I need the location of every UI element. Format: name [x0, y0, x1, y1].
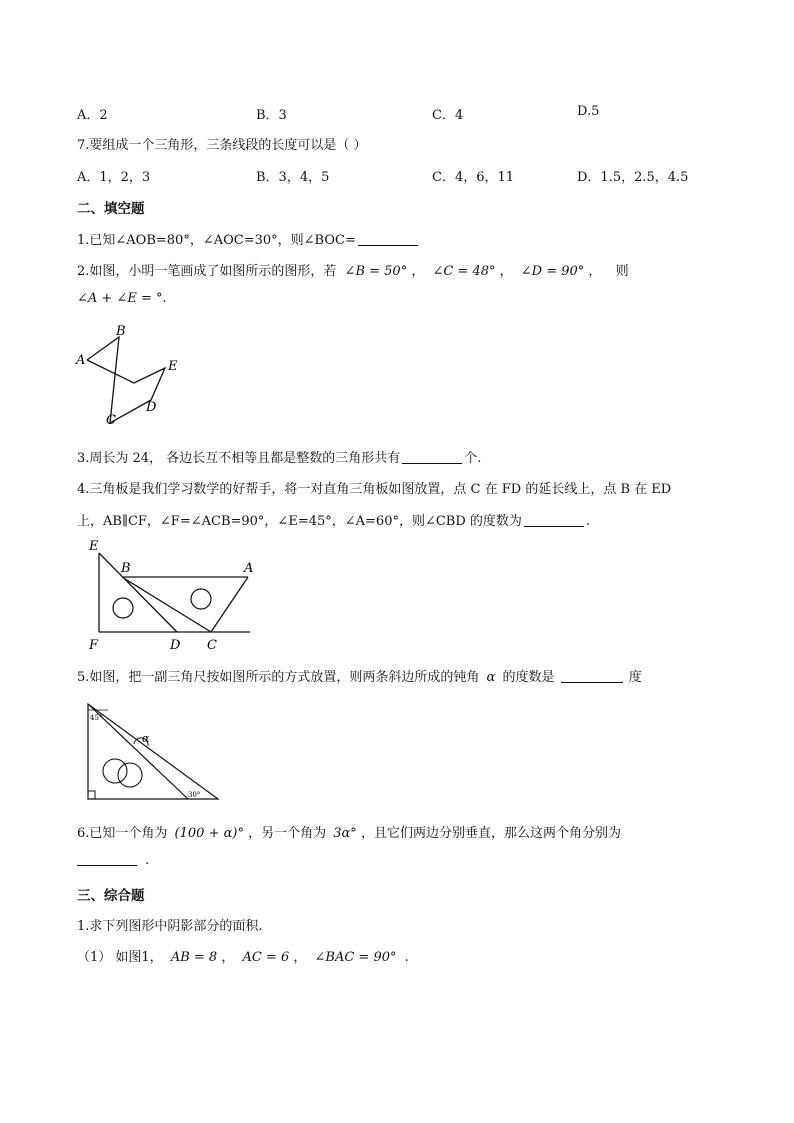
s2-q2-angle-c: ∠C = 48°: [432, 264, 496, 279]
s2-q6-expr1: (100 + α)°: [174, 826, 244, 841]
option-d: D.5: [577, 104, 600, 119]
label-e: E: [168, 359, 178, 374]
answer-blank[interactable]: [561, 670, 623, 683]
q7-stem: 7.要组成一个三角形，三条线段的长度可以是（ ）: [77, 138, 367, 153]
label-alpha: α: [142, 732, 150, 745]
s3-q1-angle: ∠BAC = 90°: [314, 950, 397, 965]
label-e: E: [89, 539, 99, 554]
s2-q3-text: 3.周长为 24， 各边长互不相等且都是整数的三角形共有: [77, 451, 401, 466]
s2-q6-mid: ，另一个角为: [248, 826, 327, 841]
s2-q2-text: 2.如图，小明一笔画成了如图所示的图形，若: [77, 264, 337, 279]
s2-q6-line2: [77, 853, 149, 868]
label-d: D: [170, 638, 181, 653]
answer-blank[interactable]: [358, 233, 418, 246]
s2-q1: [77, 229, 420, 248]
s2-q4-post: .: [585, 514, 591, 529]
s3-q1-ab: AB = 8: [170, 950, 218, 965]
s2-q6-text: 6.已知一个角为: [77, 826, 168, 841]
section-title-comprehensive: 三、综合题: [77, 888, 145, 904]
s3-q1-end: .: [404, 950, 409, 965]
label-b: B: [121, 561, 131, 576]
s3-q1: 1.求下列图形中阴影部分的面积.: [77, 919, 263, 934]
q7-option-a: A．1，2，3: [77, 170, 151, 185]
q4-figure: [84, 537, 256, 653]
s2-q1-text: 1.已知∠AOB=80°，∠AOC=30°，则∠BOC=: [77, 233, 356, 248]
s2-q2-line1: 2.如图，小明一笔画成了如图所示的图形，若 ∠B = 50° ， ∠C = 48° ， ∠D = 90° ， 则: [77, 264, 629, 279]
answer-blank[interactable]: [524, 514, 584, 527]
s2-q2-line2: ∠A + ∠E = °.: [77, 291, 167, 306]
s2-q5-text: 5.如图，把一副三角尺按如图所示的方式放置，则两条斜边所成的钝角: [77, 670, 480, 685]
q5-figure: [82, 700, 224, 804]
s2-q2-then: 则: [615, 264, 629, 279]
s2-q4-text: 上，AB∥CF，∠F=∠ACB=90°，∠E=45°，∠A=60°，则∠CBD 的度数为: [77, 514, 522, 529]
s2-q3: [77, 447, 481, 466]
s2-q4-line1: 4.三角板是我们学习数学的好帮手，将一对直角三角板如图放置，点 C 在 FD 的延长线上，点 B 在 ED: [77, 482, 672, 497]
label-45: 45°: [90, 714, 103, 722]
q7-option-c: C．4，6，11: [432, 170, 515, 185]
q7-option-d: D．1.5，2.5，4.5: [577, 170, 689, 185]
label-c: C: [207, 638, 217, 653]
s2-q2-angle-b: ∠B = 50°: [344, 264, 408, 279]
label-30: 30°: [188, 791, 201, 799]
s2-q4-line2: [77, 510, 590, 529]
section-title-fill-in: 二、填空题: [77, 201, 145, 217]
s2-q5-post: 度: [628, 670, 642, 685]
s2-q6-line1: [77, 822, 621, 841]
s2-q6-end: .: [145, 853, 150, 868]
s3-q1-sub1: （1） 如图1， AB = 8 ， AC = 6 ， ∠BAC = 90° .: [77, 950, 409, 965]
label-c: C: [106, 413, 116, 428]
s2-q2-angle-d: ∠D = 90°: [520, 264, 585, 279]
s2-q5-alpha: α: [486, 670, 496, 685]
s2-q5: [77, 666, 642, 685]
s2-q6-post: ，且它们两边分别垂直，那么这两个角分别为: [360, 826, 621, 841]
q7-option-b: B．3，4，5: [256, 170, 330, 185]
option-b: B．3: [256, 108, 287, 123]
option-a: A．2: [77, 108, 108, 123]
s2-q3-post: 个.: [464, 451, 482, 466]
s2-q5-mid: 的度数是: [502, 670, 555, 685]
label-b: B: [116, 324, 126, 339]
answer-blank[interactable]: [77, 853, 137, 866]
label-a: A: [244, 561, 254, 576]
option-c: C．4: [432, 108, 464, 123]
label-a: A: [76, 353, 86, 368]
s3-q1-sub-label: （1） 如图1，: [77, 950, 163, 965]
q2-figure: [72, 320, 192, 430]
s2-q6-expr2: 3α°: [333, 826, 357, 841]
s3-q1-ac: AC = 6: [242, 950, 290, 965]
label-d: D: [146, 400, 157, 415]
answer-blank[interactable]: [402, 451, 462, 464]
label-f: F: [89, 638, 99, 653]
